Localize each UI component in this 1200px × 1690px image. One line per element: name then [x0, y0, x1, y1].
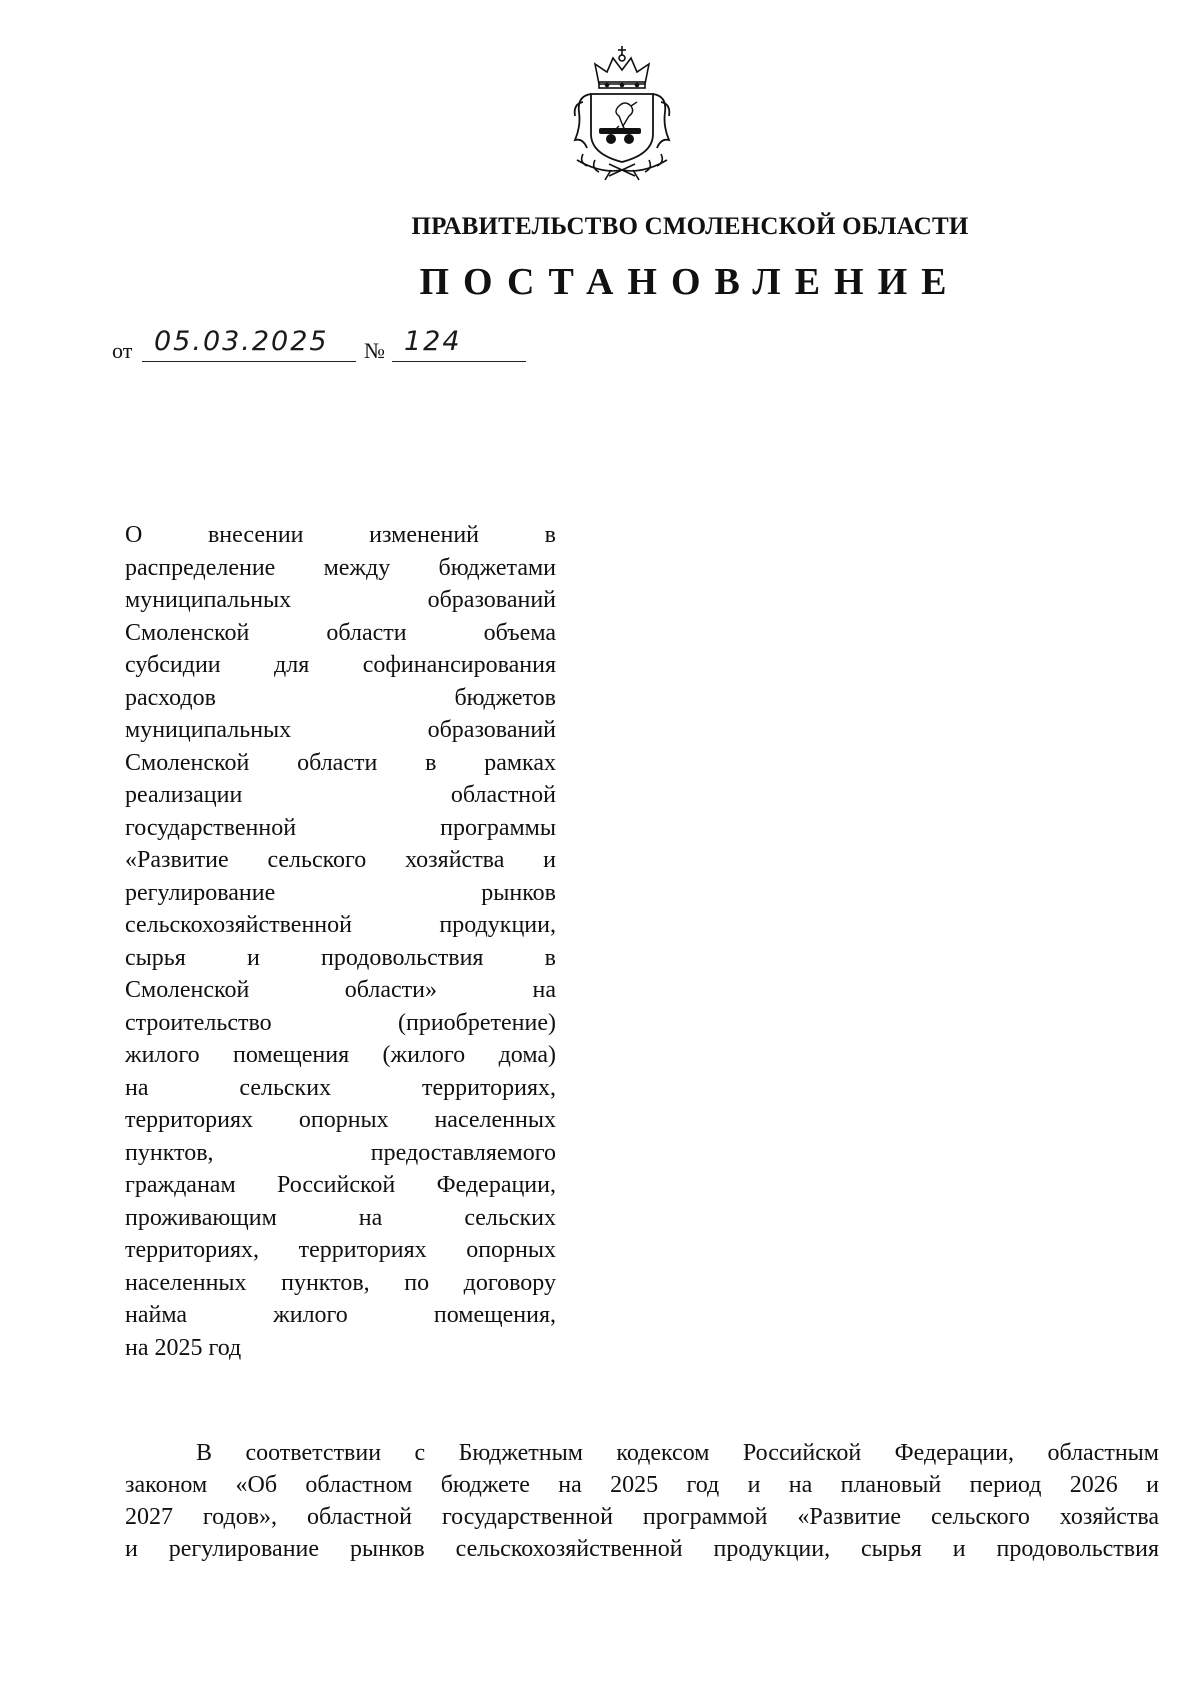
subject-line: найма жилого помещения, [125, 1302, 556, 1328]
subject-line: на 2025 год [125, 1334, 242, 1361]
subject-line: строительство (приобретение) [125, 1009, 556, 1036]
subject-line: распределение между бюджетами [125, 554, 556, 581]
preamble-paragraph [125, 1437, 1159, 1565]
subject-line: населенных пунктов, по договору [125, 1269, 556, 1296]
subject-line: «Развитие сельского хозяйства и [125, 847, 556, 873]
subject-line: пунктов, предоставляемого [125, 1139, 556, 1166]
subject-line: сырья и продовольствия в [125, 944, 556, 971]
subject-line: государственной программы [125, 814, 556, 841]
subject-line: субсидии для софинансирования [125, 652, 556, 678]
subject-line: территориях опорных населенных [125, 1107, 556, 1133]
subject-line: сельскохозяйственной продукции, [125, 912, 556, 938]
subject-line: регулирование рынков [125, 879, 556, 906]
subject-line: жилого помещения (жилого дома) [125, 1042, 556, 1068]
subject-line: проживающим на сельских [125, 1204, 556, 1231]
subject-line: Смоленской области объема [125, 619, 556, 646]
coat-of-arms-icon [561, 42, 683, 182]
document-type-title: ПОСТАНОВЛЕНИЕ [419, 261, 961, 303]
subject-line: муниципальных образований [125, 717, 556, 743]
subject-line: на сельских территориях, [125, 1074, 556, 1101]
subject-line: Смоленской области» на [125, 977, 556, 1003]
number-label: № [364, 338, 385, 363]
handwritten-date: 05.03.2025 [154, 326, 329, 357]
body-line: В соответствии с Бюджетным кодексом Российской Федерации, областным [196, 1440, 1159, 1466]
body-line: и регулирование рынков сельскохозяйственной продукции, сырья и продовольствия [125, 1536, 1159, 1562]
from-label: от [112, 338, 133, 363]
body-line: законом «Об областном бюджете на 2025 год и на плановый период 2026 и [125, 1472, 1159, 1498]
subject-line: расходов бюджетов [125, 684, 556, 711]
subject-line: Смоленской области в рамках [125, 749, 556, 776]
government-name: ПРАВИТЕЛЬСТВО СМОЛЕНСКОЙ ОБЛАСТИ [411, 213, 969, 240]
subject-block [125, 519, 556, 1364]
subject-line: О внесении изменений в [125, 522, 556, 548]
subject-line: реализации областной [125, 782, 556, 808]
body-line: 2027 годов», областной государственной программой «Развитие сельского хозяйства [125, 1504, 1159, 1530]
subject-line: муниципальных образований [125, 587, 556, 613]
subject-line: территориях, территориях опорных [125, 1237, 556, 1263]
handwritten-number: 124 [404, 326, 462, 357]
subject-line: гражданам Российской Федерации, [125, 1172, 556, 1198]
